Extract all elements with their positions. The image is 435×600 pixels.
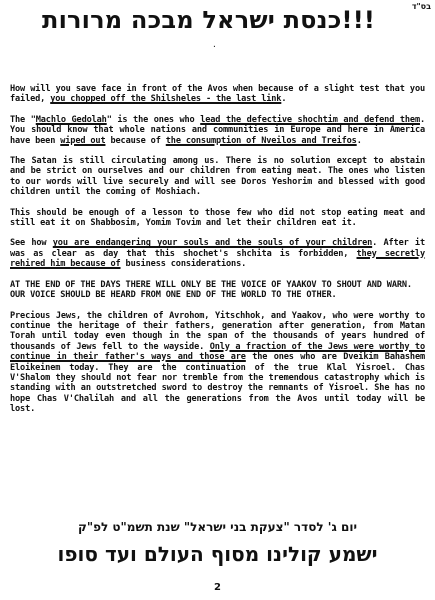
closing-slogan: ישמע קולינו מסוף העולם ועד סופו: [57, 542, 378, 566]
underlined-phrase: they secretly rehired him because of: [10, 248, 426, 270]
text-run: . After it was as clear as day that this shochet's shchita is forbidden,: [10, 238, 425, 259]
bsd-mark: בס"ד: [411, 2, 431, 11]
text-run: the ones who are Dveikim Bahashem Eloikeinem today. They are the continuation of the true Klal Yisroel. Chas V'Shalom they should not fear nor tremble from the tremendous catastrophy which is standing with an outstretched sword to destroy the remnants of Yisroel. She has no hope Chas V'Chalilah and all the generations from the Avos until today will be lost.: [10, 352, 425, 415]
text-run: The ": [10, 114, 36, 125]
body-paragraph: [10, 84, 425, 105]
underlined-phrase: the consumption of Nveilos and Treifos: [165, 135, 357, 146]
body-paragraph: [10, 280, 425, 290]
page-speck: ·: [212, 42, 217, 51]
body-paragraph: [10, 311, 425, 415]
underlined-phrase: you are endangering your souls and the souls of your children: [52, 238, 373, 249]
underlined-phrase: you chopped off the Shilsheles - the last link: [50, 94, 282, 105]
text-run: business considerations.: [120, 259, 247, 270]
text-run: AT THE END OF THE DAYS THERE WILL ONLY BE THE VOICE OF YAAKOV TO SHOUT AND WARN.: [10, 279, 412, 290]
underlined-phrase: Machlo Gedolah: [35, 114, 107, 125]
page-title: !!!כנסת ישראל מבכה מרורות: [41, 6, 375, 34]
underlined-phrase: lead the defective shochtim and defend them: [200, 114, 420, 125]
document-body: [10, 84, 425, 425]
body-paragraph: [10, 156, 425, 198]
body-paragraph: [10, 290, 425, 300]
page-number: 2: [214, 582, 221, 593]
underlined-phrase: wiped out: [60, 135, 106, 146]
underlined-phrase: Only a fraction of the Jews were worthy to continue in their father's ways and those are: [10, 341, 425, 363]
text-run: See how: [10, 238, 53, 249]
text-run: This should be enough of a lesson to those few who did not stop eating meat and still eat it on Shabbosim, Yomim Tovim and let their children eat it.: [10, 207, 425, 229]
text-run: The Satan is still circulating among us. There is no solution except to abstain and be strict on ourselves and our children from eating meat. The ones who listen to our words will live securely and will see Doros Yeshorim and blessed with good children until the coming of Moshiach.: [10, 156, 425, 198]
text-run: . You should know that whole nations and communities in Europe and here in America have been: [10, 114, 425, 146]
body-paragraph: [10, 115, 425, 146]
text-run: Precious Jews, the children of Avrohom, Yitschhok, and Yaakov, who were worthy to continue the heritage of their fathers, generation after generation, from Matan Torah until today even though in the span of the thousands of years hundred of thousands of Jews fell to the wayside.: [10, 310, 425, 352]
body-paragraph: [10, 208, 425, 229]
text-run: .: [356, 135, 362, 146]
text-run: because of: [105, 135, 166, 146]
text-run: How will you save face in front of the Avos when because of a slight test that you failed,: [10, 84, 425, 105]
date-line: יום ג' לסדר "צעקת בני ישראל" שנת תשמ"ט לפ"ק: [77, 520, 358, 534]
text-run: .: [281, 94, 287, 105]
text-run: " is the ones who: [106, 114, 201, 125]
text-run: OUR VOICE SHOULD BE HEARD FROM ONE END OF THE WORLD TO THE OTHER.: [10, 290, 337, 301]
body-paragraph: [10, 238, 425, 269]
